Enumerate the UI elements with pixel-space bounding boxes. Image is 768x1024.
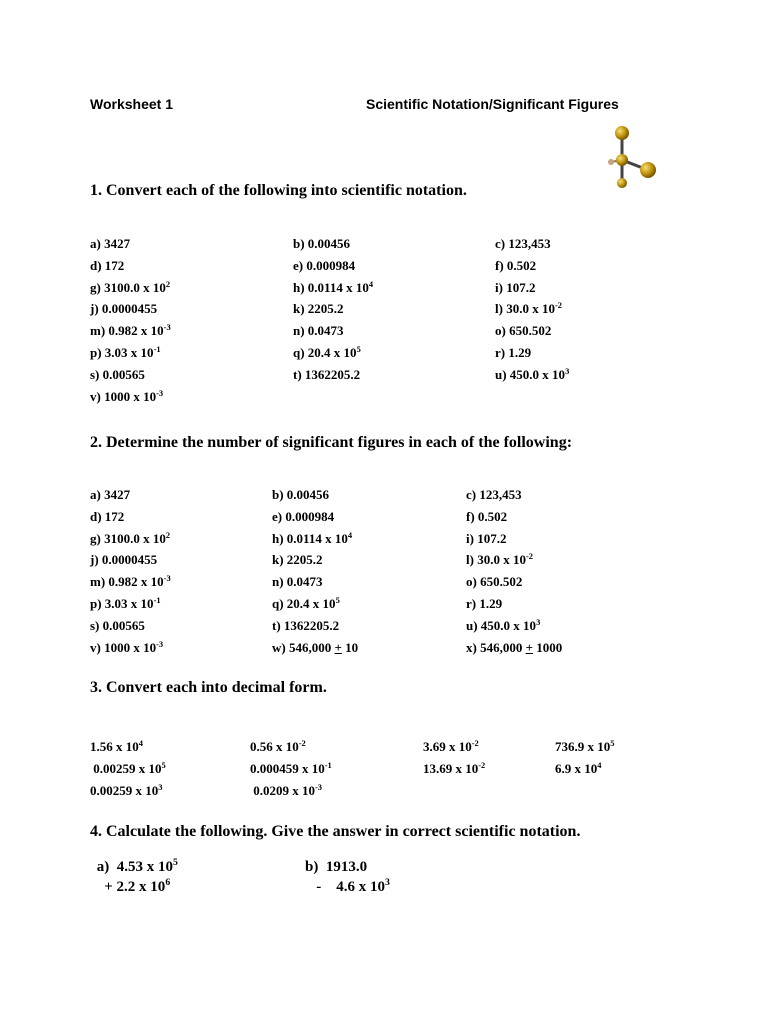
question-4-title: 4. Calculate the following. Give the answer in correct scientific notation. [90,823,581,840]
question-2-item: m) 0.982 x $10^{-3}$ [90,573,171,590]
question-3-item: 0.00259 x $10^3$ [90,781,163,798]
question-1-item: b) 0.00456 [293,236,351,251]
problem-4b-line1: b) 1913.0 [305,859,368,875]
question-2-item: i) 107.2 [466,530,507,546]
question-2-item: l) 30.0 x $10^{-2}$ [466,551,533,568]
question-1-title: 1. Convert each of the following into scientific notation. [90,182,467,199]
question-2-item: g) 3100.0 x $10^2$ [90,529,171,546]
question-2-item: s) 0.00565 [90,617,145,633]
question-2-item: h) 0.0114 x $10^4$ [272,529,353,546]
question-1-item: v) 1000 x $10^{-3}$ [90,387,164,404]
question-2-item: e) 0.000984 [272,508,335,524]
question-2-item: k) 2205.2 [272,552,323,568]
question-1-item: f) 0.502 [495,257,537,273]
question-1-item: u) 450.0 x $10^3$ [495,365,570,382]
question-2-item: j) 0.0000455 [90,552,158,568]
question-3-item: 1.56 x $10^4$ [90,737,143,754]
question-2-item: u) 450.0 x $10^3$ [466,616,541,633]
question-3-item: 0.56 x $10^{-2}$ [250,737,306,754]
question-1-item: a) 3427 [90,236,131,251]
question-1-item: m) 0.982 x $10^{-3}$ [90,322,171,339]
question-1-item: i) 107.2 [495,279,536,295]
question-1-item: k) 2205.2 [293,301,344,317]
question-1-item: l) 30.0 x $10^{-2}$ [495,300,562,317]
worksheet-title: Worksheet 1 [90,96,173,112]
question-2-item: o) 650.502 [466,574,523,590]
question-1-item: p) 3.03 x $10^{-1}$ [90,343,161,360]
question-2-item: r) 1.29 [466,596,503,611]
question-1-item: c) 123,453 [495,236,551,251]
question-1-item: h) 0.0114 x $10^4$ [293,278,374,295]
question-3-item: 0.00259 x $10^5$ [90,759,166,776]
question-2-item: p) 3.03 x $10^{-1}$ [90,594,161,611]
question-2-item: n) 0.0473 [272,574,323,590]
question-2-item: c) 123,453 [466,487,522,502]
question-2-item: w) 546,000 + 10 [272,639,359,655]
problem-4b-line2: - 4.6 x $10^3$ [305,877,390,895]
question-2-item: t) 1362205.2 [272,617,340,633]
question-1-item: n) 0.0473 [293,323,344,339]
question-1-item: g) 3100.0 x $10^2$ [90,278,171,295]
question-1-item: o) 650.502 [495,323,552,339]
question-2-item: a) 3427 [90,487,131,502]
question-1-item: q) 20.4 x $10^5$ [293,343,361,360]
question-3-item: 13.69 x $10^{-2}$ [423,759,486,776]
molecule-icon [598,120,660,192]
question-3-item: 3.69 x $10^{-2}$ [423,737,479,754]
question-2-title: 2. Determine the number of significant figures in each of the following: [90,434,573,451]
question-2-item: q) 20.4 x $10^5$ [272,594,340,611]
question-1-item: r) 1.29 [495,345,532,360]
question-1-item: t) 1362205.2 [293,366,361,382]
problem-4a-line1: a) 4.53 x $10^5$ [93,857,178,875]
question-1-item: e) 0.000984 [293,257,356,273]
question-2-item: d) 172 [90,508,125,524]
question-1-item: d) 172 [90,257,125,273]
question-1-item: s) 0.00565 [90,366,145,382]
question-2-item: x) 546,000 + 1000 [466,639,563,655]
question-1-item: j) 0.0000455 [90,301,158,317]
question-2-item: b) 0.00456 [272,487,330,502]
worksheet-subject: Scientific Notation/Significant Figures [366,96,619,112]
question-3-item: 0.000459 x $10^{-1}$ [250,759,332,776]
question-2-item: f) 0.502 [466,508,508,524]
question-2-item: v) 1000 x $10^{-3}$ [90,638,164,655]
question-3-title: 3. Convert each into decimal form. [90,679,327,696]
question-3-item: 6.9 x $10^4$ [555,759,602,776]
problem-4a-line2: + 2.2 x $10^6$ [93,877,171,895]
question-3-item: 736.9 x $10^5$ [555,737,615,754]
question-3-item: 0.0209 x $10^{-3}$ [250,781,323,798]
